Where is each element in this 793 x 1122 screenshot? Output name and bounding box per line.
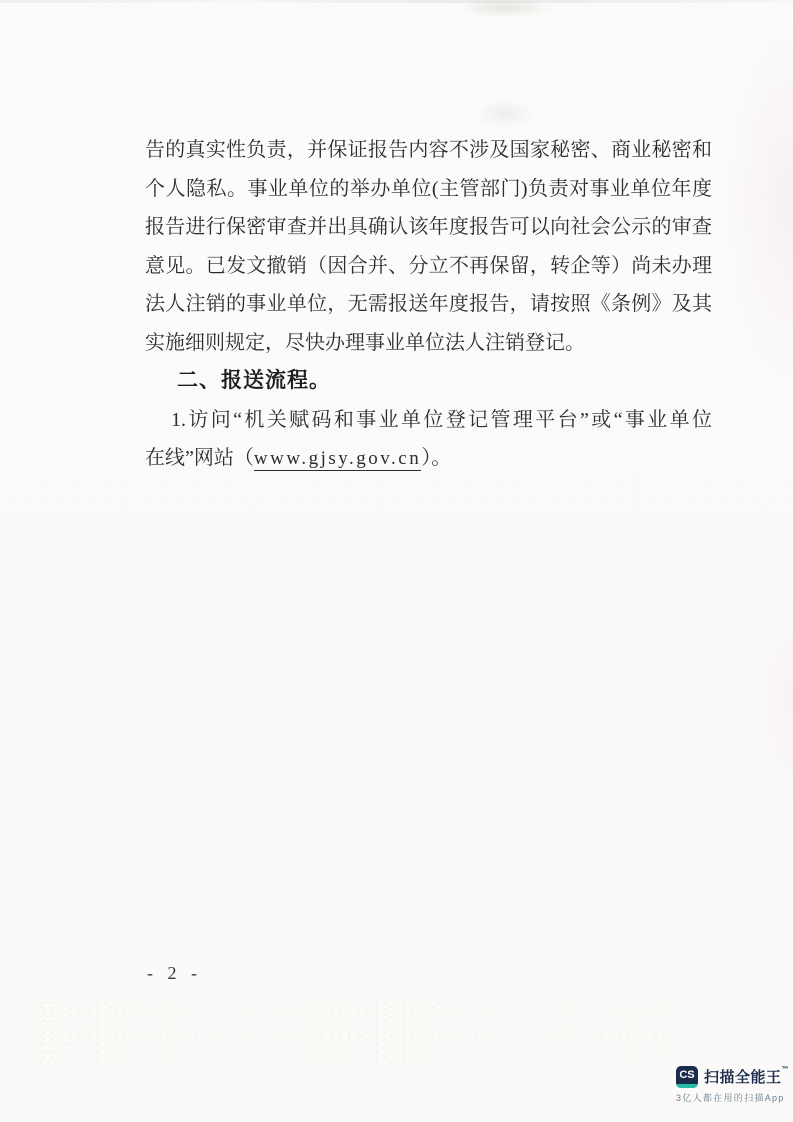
document-body [145,131,712,479]
body-line: 法人注销的事业单位，无需报送年度报告，请按照《条例》及其 [145,293,712,315]
camscanner-logo-row [676,1066,789,1088]
body-line: 个人隐私。事业单位的举办单位(主管部门)负责对事业单位年度 [145,177,712,200]
camscanner-app-name [704,1065,790,1086]
step1-line2-prefix: 在线”网站（ [145,447,254,469]
body-line: 实施细则规定，尽快办理事业单位法人注销登记。 [145,331,585,354]
trademark-mark: ™ [781,1065,790,1073]
camscanner-icon [676,1066,698,1088]
scan-top-edge [0,0,793,3]
website-url: www.gjsy.gov.cn [253,448,422,469]
scan-noise-band [30,1000,670,1062]
step1-line2 [145,439,712,479]
body-line: 告的真实性负责，并保证报告内容不涉及国家秘密、商业秘密和 [145,139,712,161]
camscanner-watermark [676,1066,789,1103]
section-heading: 二、报送流程。 [177,369,331,392]
step1-line1: 1.访问“机关赋码和事业单位登记管理平台”或“事业单位 [171,408,712,431]
body-line: 报告进行保密审查并出具确认该年度报告可以向社会公示的审查 [145,216,712,238]
page-number: - 2 - [147,963,202,983]
camscanner-icon-letters: CS [679,1069,695,1081]
body-line: 意见。已发文撤销（因合并、分立不再保留，转企等）尚未办理 [145,254,712,277]
step1-line2-suffix: ）。 [421,447,452,469]
camscanner-app-name-text: 扫描全能王 [704,1068,782,1086]
camscanner-tagline: 3亿人都在用的扫描App [676,1093,785,1103]
